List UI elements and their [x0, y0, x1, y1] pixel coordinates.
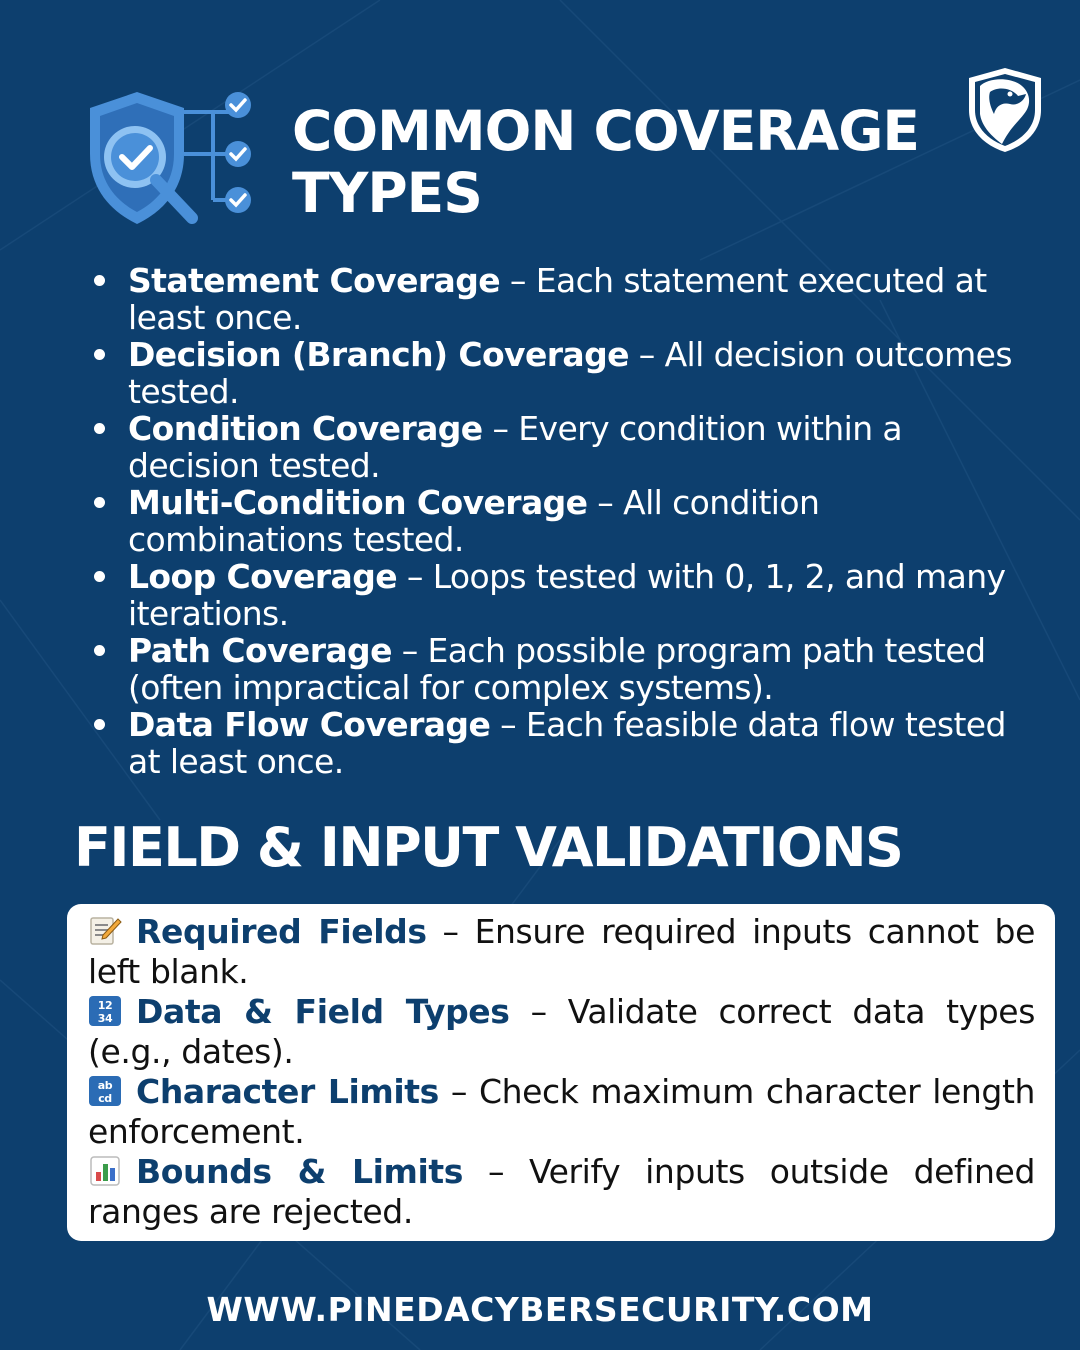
coverage-description: – All decision outcomes tested. — [128, 335, 1012, 411]
svg-text:cd: cd — [98, 1092, 112, 1105]
bar-chart-icon — [88, 1156, 122, 1186]
coverage-name: Statement Coverage — [128, 261, 501, 300]
numbers-1234-icon — [88, 996, 122, 1026]
list-item — [128, 262, 1033, 336]
coverage-description: – Every condition within a decision tested. — [128, 409, 903, 485]
bullet-icon — [94, 719, 105, 730]
bullet-icon — [94, 349, 105, 360]
validation-name: Required Fields — [136, 912, 427, 951]
eagle-shield-logo — [966, 66, 1044, 154]
coverage-name: Multi-Condition Coverage — [128, 483, 588, 522]
validation-description: – Ensure required inputs cannot be left blank. — [88, 912, 1036, 991]
page-title: COMMON COVERAGE TYPES — [292, 99, 919, 225]
list-item — [128, 410, 1033, 484]
coverage-name: Path Coverage — [128, 631, 392, 670]
svg-text:ab: ab — [97, 1079, 113, 1092]
validation-name: Data & Field Types — [136, 992, 510, 1031]
validations-title: FIELD & INPUT VALIDATIONS — [74, 816, 903, 879]
validations-box — [67, 904, 1055, 1241]
validation-description: – Verify inputs outside defined ranges are rejected. — [88, 1152, 1035, 1231]
letters-abcd-icon — [88, 1076, 122, 1106]
validation-item — [88, 1152, 1035, 1232]
bullet-icon — [94, 423, 105, 434]
coverage-description: – Each statement executed at least once. — [128, 261, 987, 337]
shield-checklist-icon — [80, 88, 265, 233]
svg-text:12: 12 — [97, 999, 113, 1012]
coverage-name: Decision (Branch) Coverage — [128, 335, 629, 374]
website-url[interactable]: WWW.PINEDACYBERSECURITY.COM — [206, 1290, 874, 1329]
coverage-name: Data Flow Coverage — [128, 705, 491, 744]
bullet-icon — [94, 645, 105, 656]
bullet-icon — [94, 497, 105, 508]
bullet-icon — [94, 571, 105, 582]
validation-item — [88, 992, 1035, 1072]
coverage-name: Loop Coverage — [128, 557, 398, 596]
list-item — [128, 632, 1033, 706]
validation-name: Character Limits — [136, 1072, 439, 1111]
coverage-description: – Loops tested with 0, 1, 2, and many iterations. — [128, 557, 1006, 633]
validation-name: Bounds & Limits — [136, 1152, 463, 1191]
validation-item — [88, 912, 1035, 992]
list-item — [128, 484, 1033, 558]
list-item — [128, 706, 1033, 780]
svg-text:34: 34 — [97, 1012, 113, 1025]
coverage-description: – All condition combinations tested. — [128, 483, 820, 559]
coverage-description: – Each possible program path tested (often impractical for complex systems). — [128, 631, 986, 707]
memo-icon — [88, 916, 122, 946]
validation-description: – Validate correct data types (e.g., dates). — [88, 992, 1035, 1071]
coverage-description: – Each feasible data flow tested at least once. — [128, 705, 1006, 781]
coverage-types-list — [88, 262, 1033, 780]
bullet-icon — [94, 275, 105, 286]
validation-item — [88, 1072, 1035, 1152]
list-item — [128, 558, 1033, 632]
coverage-name: Condition Coverage — [128, 409, 483, 448]
validation-description: – Check maximum character length enforcement. — [88, 1072, 1036, 1151]
list-item — [128, 336, 1033, 410]
